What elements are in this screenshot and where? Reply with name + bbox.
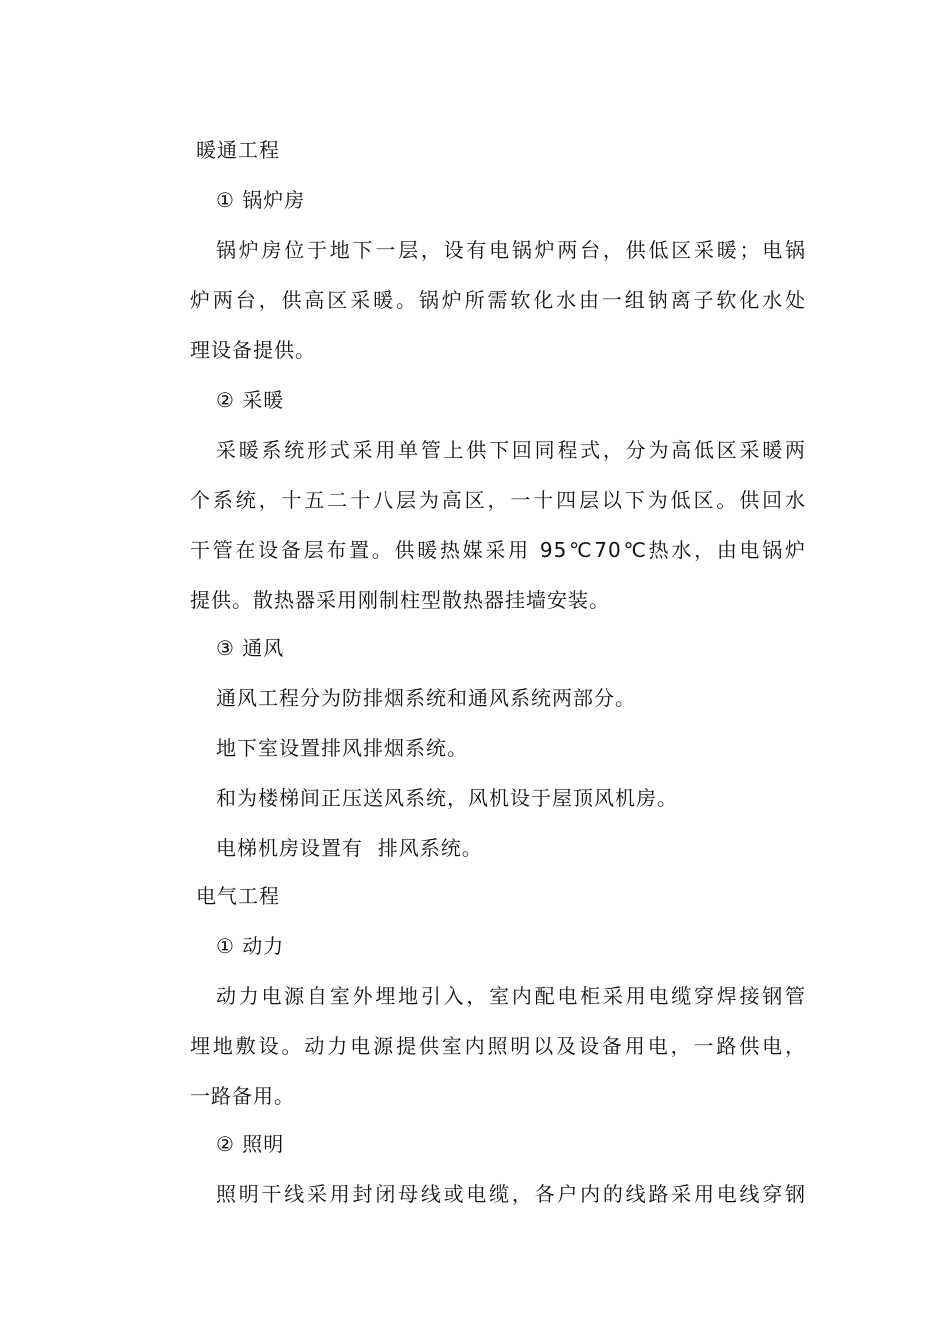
paragraph-line: 炉两台，供高区采暖。锅炉所需软化水由一组钠离子软化水处: [190, 288, 806, 312]
subsection-title-heating: ② 采暖: [216, 388, 285, 412]
subsection-title-lighting: ② 照明: [216, 1132, 285, 1156]
paragraph-line: 通风工程分为防排烟系统和通风系统两部分。: [216, 686, 636, 710]
paragraph-line: 一路备用。: [190, 1084, 295, 1108]
subsection-title-ventilation: ③ 通风: [216, 636, 285, 660]
subsection-title-boiler-room: ① 锅炉房: [216, 188, 306, 212]
section-title-electrical: 电气工程: [196, 884, 280, 908]
paragraph-line: 地下室设置排风排烟系统。: [216, 736, 468, 760]
paragraph-line: 提供。散热器采用刚制柱型散热器挂墙安装。: [190, 588, 610, 612]
paragraph-line: 采暖系统形式采用单管上供下回同程式，分为高低区采暖两: [216, 438, 806, 462]
paragraph-line: 锅炉房位于地下一层，设有电锅炉两台，供低区采暖；电锅: [216, 238, 806, 262]
paragraph-line: 埋地敷设。动力电源提供室内照明以及设备用电，一路供电，: [190, 1034, 806, 1058]
paragraph-line: 动力电源自室外埋地引入，室内配电柜采用电缆穿焊接钢管: [216, 984, 806, 1008]
paragraph-line: 个系统，十五二十八层为高区，一十四层以下为低区。供回水: [190, 488, 806, 512]
subsection-title-power: ① 动力: [216, 934, 285, 958]
paragraph-line: 电梯机房设置有 排风系统。: [216, 836, 483, 860]
paragraph-line: 照明干线采用封闭母线或电缆，各户内的线路采用电线穿钢: [216, 1182, 806, 1206]
paragraph-line: 理设备提供。: [190, 338, 316, 362]
paragraph-line: 干管在设备层布置。供暖热媒采用 95℃70℃热水，由电锅炉: [190, 538, 806, 562]
section-title-hvac: 暖通工程: [196, 138, 280, 162]
paragraph-line: 和为楼梯间正压送风系统，风机设于屋顶风机房。: [216, 786, 678, 810]
